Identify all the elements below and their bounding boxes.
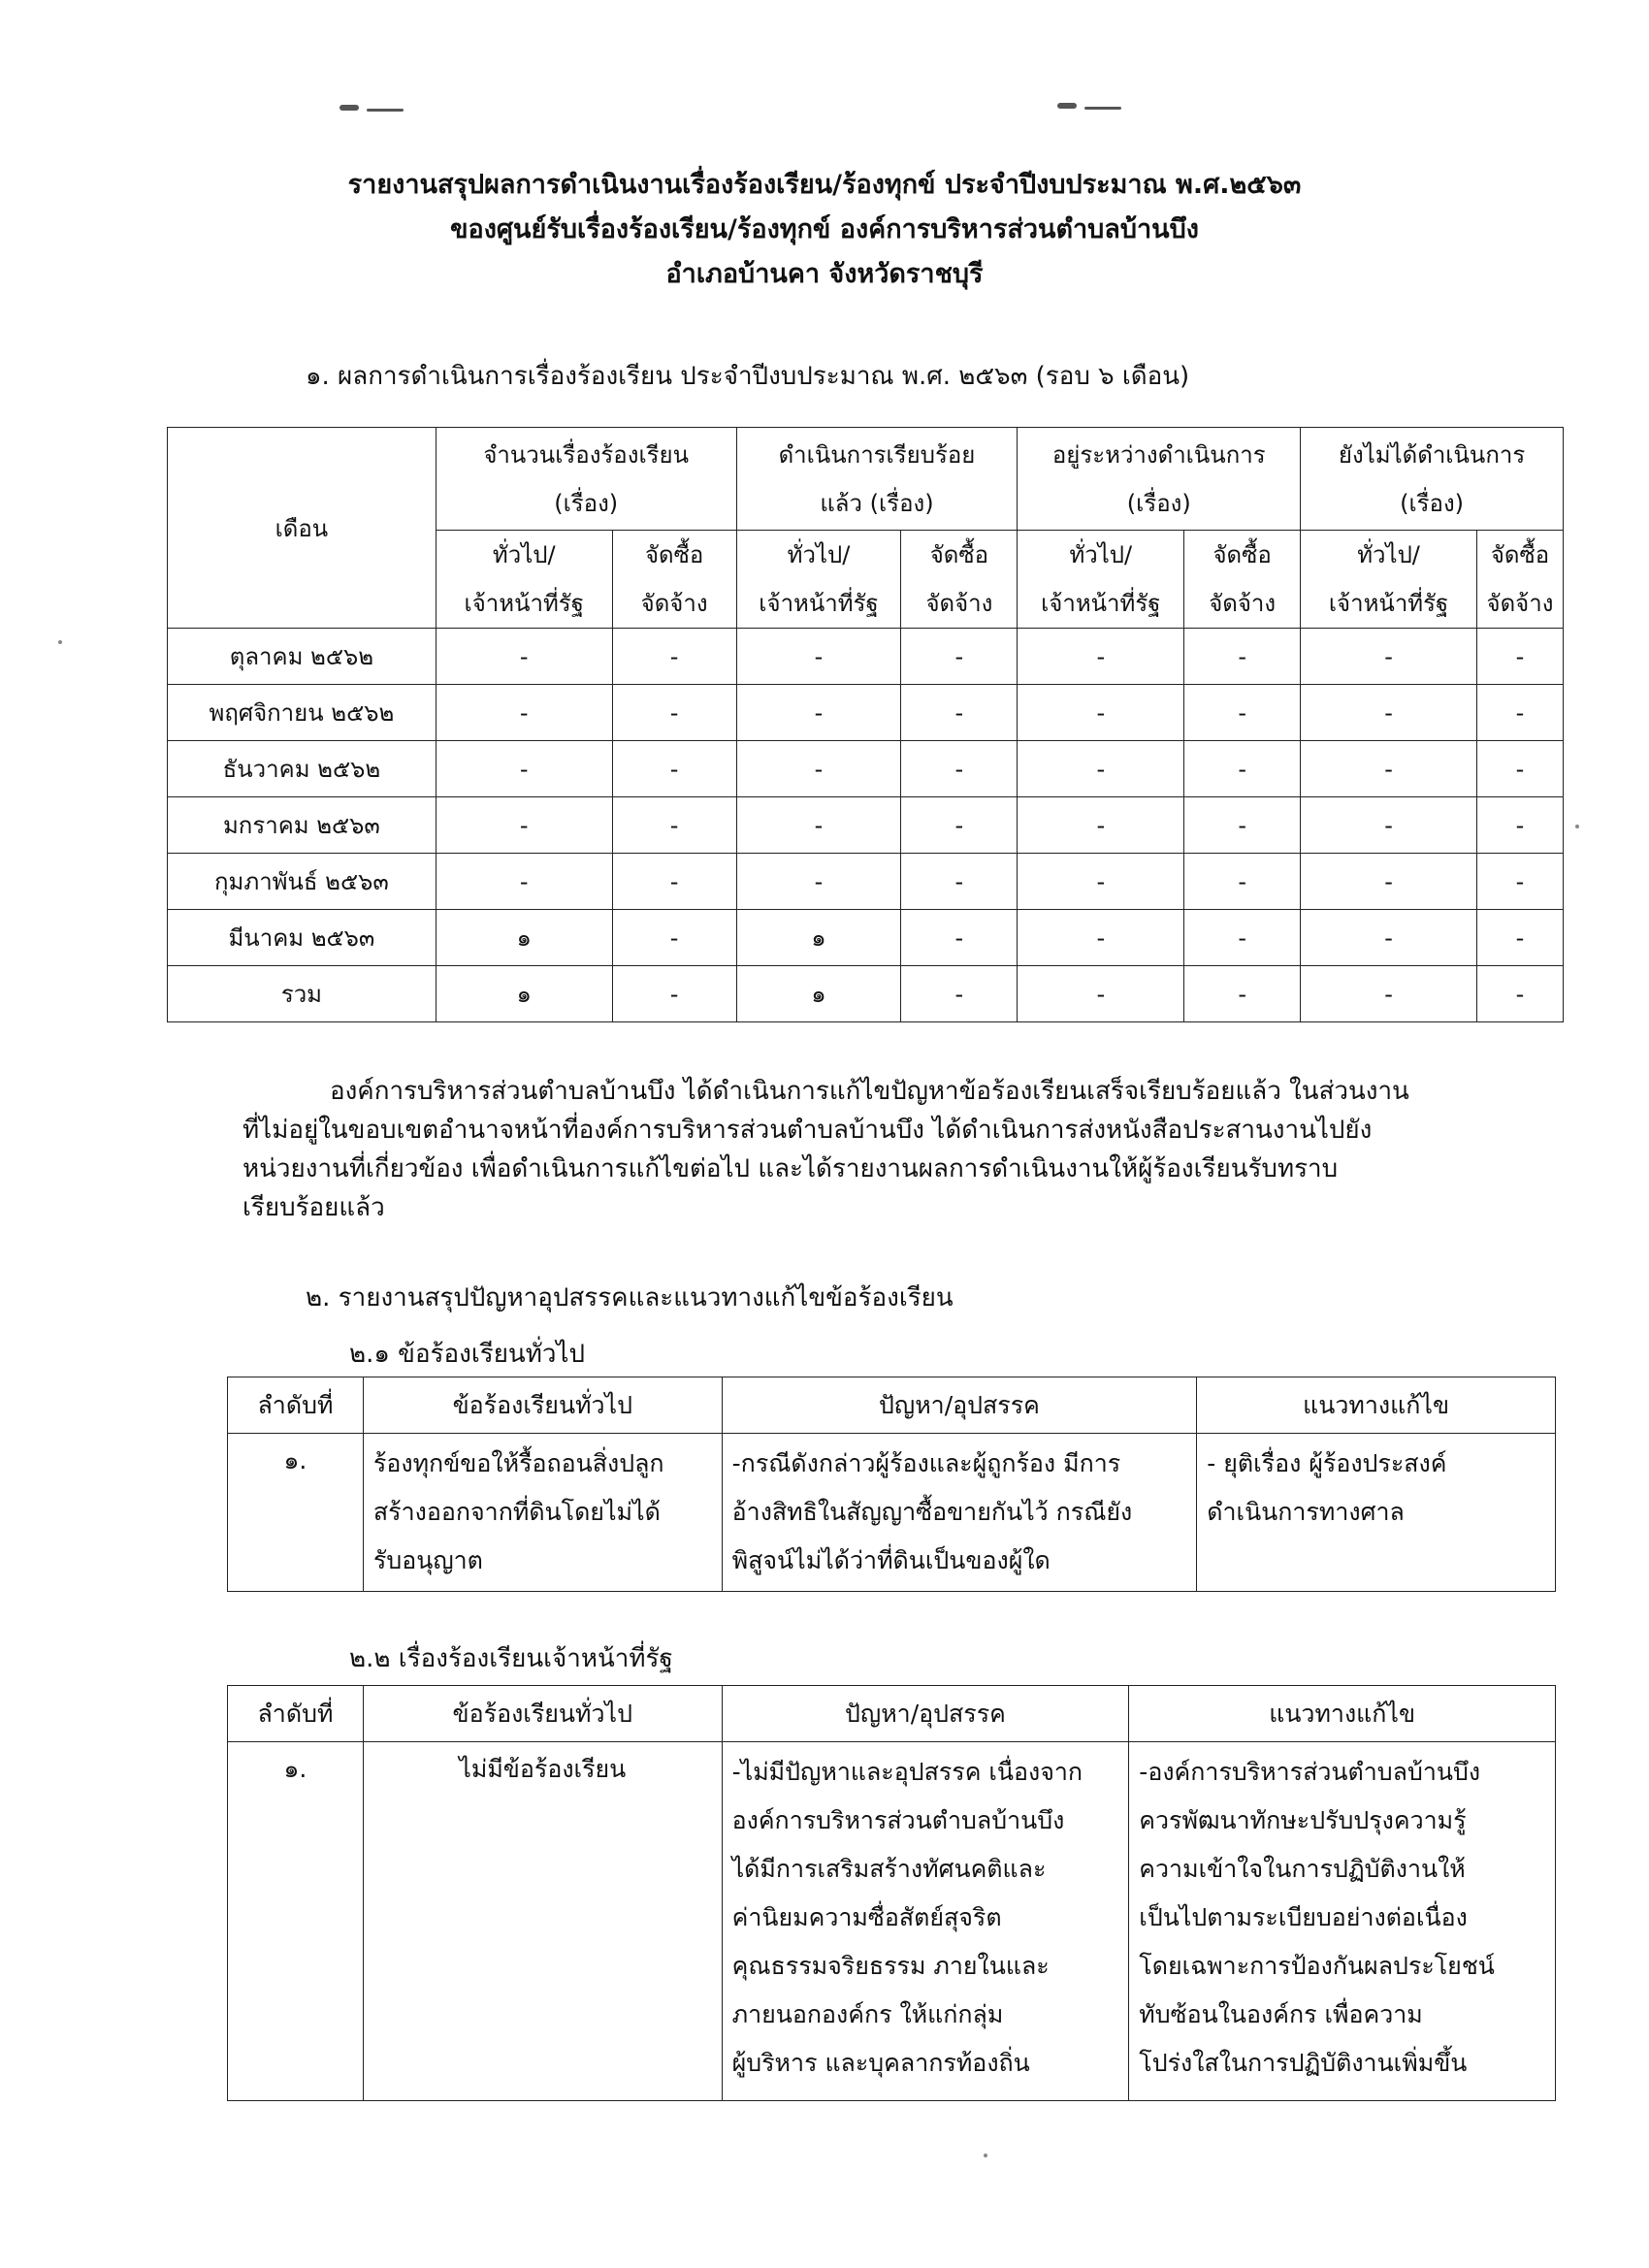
value-cell: - [1184,910,1301,966]
cell-line: องค์การบริหารส่วนตำบลบ้านบึง [731,1806,1065,1834]
value-cell: - [612,629,736,685]
month-cell: พฤศจิกายน ๒๕๖๒ [168,685,436,741]
value-cell: - [436,741,612,797]
section-2-1-heading: ๒.๑ ข้อร้องเรียนทั่วไป [349,1340,586,1369]
scan-mark-left-tail [367,109,404,112]
value-cell: - [1476,854,1563,910]
value-cell: - [901,854,1018,910]
cell-line: ได้มีการเสริมสร้างทัศนคติและ [731,1855,1047,1883]
solution-cell [1129,1742,1556,2101]
value-cell: - [1301,629,1477,685]
month-cell: กุมภาพันธ์ ๒๕๖๓ [168,854,436,910]
month-header: เดือน [168,428,436,629]
group-header-not-started: ยังไม่ได้ดำเนินการ (เรื่อง) [1301,428,1564,531]
sub-header-general: ทั่วไป/ เจ้าหน้าที่รัฐ [1301,531,1477,629]
table-row [168,741,1564,797]
complaint-cell [363,1434,722,1592]
cell-line: ควรพัฒนาทักษะปรับปรุงความรู้ [1139,1806,1467,1834]
value-cell: - [1184,629,1301,685]
cell-line: คุณธรรมจริยธรรม ภายในและ [731,1952,1050,1980]
cell-line: -กรณีดังกล่าวผู้ร้องและผู้ถูกร้อง มีการ [731,1449,1121,1477]
value-cell: - [612,685,736,741]
group-header-in-progress: อยู่ระหว่างดำเนินการ (เรื่อง) [1018,428,1301,531]
value-cell: - [736,797,901,854]
value-cell: - [901,797,1018,854]
cell-line: เป็นไปตามระเบียบอย่างต่อเนื่อง [1139,1903,1468,1931]
value-cell: - [1184,797,1301,854]
value-cell: - [1476,910,1563,966]
value-cell: - [1301,797,1477,854]
scan-dot [1575,825,1579,828]
value-cell: - [1184,966,1301,1022]
value-cell: - [612,854,736,910]
value-cell: - [1301,966,1477,1022]
value-cell: - [612,910,736,966]
value-cell: - [436,797,612,854]
value-cell: - [436,629,612,685]
complaint-results-table [167,427,1564,1022]
sub-header-general: ทั่วไป/ เจ้าหน้าที่รัฐ [436,531,612,629]
sub-header-procurement: จัดซื้อ จัดจ้าง [612,531,736,629]
header-order: ลำดับที่ [228,1686,364,1742]
value-cell: - [736,685,901,741]
value-cell: - [736,629,901,685]
report-title-line-3: อำเภอบ้านคา จังหวัดราชบุรี [665,259,984,289]
cell-line: รับอนุญาต [372,1546,483,1574]
cell-line: ทับซ้อนในองค์กร เพื่อความ [1139,2000,1423,2028]
month-cell: มีนาคม ๒๕๖๓ [168,910,436,966]
problem-cell [722,1742,1129,2101]
paragraph-line: ที่ไม่อยู่ในขอบเขตอำนาจหน้าที่องค์การบริหารส่วนตำบลบ้านบึง ได้ดำเนินการส่งหนังสือประสานงานไปยัง [242,1116,1373,1145]
value-cell: - [1018,685,1184,741]
value-cell: - [1018,966,1184,1022]
cell-line: ความเข้าใจในการปฏิบัติงานให้ [1139,1855,1466,1883]
cell-line: ภายนอกองค์กร ให้แก่กลุ่ม [731,2000,1004,2028]
value-cell: - [1301,685,1477,741]
row-order: ๑. [228,1434,364,1592]
report-title-line-1: รายงานสรุปผลการดำเนินงานเรื่องร้องเรียน/ร้องทุกข์ ประจำปีงบประมาณ พ.ศ.๒๕๖๓ [347,170,1302,200]
header-problem: ปัญหา/อุปสรรค [722,1686,1129,1742]
value-cell: - [1301,854,1477,910]
value-cell: ๑ [436,910,612,966]
cell-line: - ยุติเรื่อง ผู้ร้องประสงค์ [1207,1449,1447,1477]
value-cell: - [1018,741,1184,797]
month-cell: ธันวาคม ๒๕๖๒ [168,741,436,797]
cell-line: สร้างออกจากที่ดินโดยไม่ได้ [372,1498,661,1526]
value-cell: - [1476,966,1563,1022]
scan-mark-right-tail [1084,107,1121,110]
header-complaint: ข้อร้องเรียนทั่วไป [363,1686,722,1742]
value-cell: - [612,966,736,1022]
value-cell: - [1476,685,1563,741]
value-cell: - [1018,629,1184,685]
month-cell: ตุลาคม ๒๕๖๒ [168,629,436,685]
paragraph-line: องค์การบริหารส่วนตำบลบ้านบึง ได้ดำเนินการแก้ไขปัญหาข้อร้องเรียนเสร็จเรียบร้อยแล้ว ในส่วนงาน [330,1077,1409,1106]
paragraph-line: เรียบร้อยแล้ว [242,1193,385,1222]
section-1-heading: ๑. ผลการดำเนินการเรื่องร้องเรียน ประจำปีงบประมาณ พ.ศ. ๒๕๖๓ (รอบ ๖ เดือน) [306,362,1190,391]
official-complaints-table [227,1685,1556,2101]
section-2-heading: ๒. รายงานสรุปปัญหาอุปสรรคและแนวทางแก้ไขข้อร้องเรียน [306,1283,954,1312]
summary-paragraph [242,1072,1467,1227]
table-row [168,966,1564,1022]
cell-line: อ้างสิทธิในสัญญาซื้อขายกันไว้ กรณียัง [731,1498,1133,1526]
value-cell: - [1184,685,1301,741]
value-cell: - [436,854,612,910]
value-cell: - [1018,854,1184,910]
general-complaints-table [227,1377,1556,1592]
cell-line: พิสูจน์ไม่ได้ว่าที่ดินเป็นของผู้ใด [731,1546,1051,1574]
value-cell: - [436,685,612,741]
table-row [168,797,1564,854]
scan-dot [984,2154,987,2157]
sub-header-procurement: จัดซื้อ จัดจ้าง [1476,531,1563,629]
value-cell: - [901,966,1018,1022]
problem-cell [722,1434,1197,1592]
header-complaint: ข้อร้องเรียนทั่วไป [363,1377,722,1434]
value-cell: - [1018,910,1184,966]
sub-header-general: ทั่วไป/ เจ้าหน้าที่รัฐ [1018,531,1184,629]
cell-line: ไม่มีข้อร้องเรียน [459,1755,627,1783]
value-cell: - [1018,797,1184,854]
row-order: ๑. [228,1742,364,2101]
section-2-2-heading: ๒.๒ เรื่องร้องเรียนเจ้าหน้าที่รัฐ [349,1644,673,1673]
sub-header-procurement: จัดซื้อ จัดจ้าง [1184,531,1301,629]
cell-line: ดำเนินการทางศาล [1207,1498,1405,1526]
table-row [168,910,1564,966]
cell-line: ผู้บริหาร และบุคลากรท้องถิ่น [731,2049,1030,2077]
table-row [168,685,1564,741]
value-cell: - [901,910,1018,966]
paragraph-line: หน่วยงานที่เกี่ยวข้อง เพื่อดำเนินการแก้ไขต่อไป และได้รายงานผลการดำเนินงานให้ผู้ร้องเรียนรับทราบ [242,1154,1339,1183]
value-cell: - [612,741,736,797]
value-cell: - [1301,910,1477,966]
table-row [168,629,1564,685]
cell-line: ค่านิยมความซื่อสัตย์สุจริต [731,1903,1002,1931]
value-cell: - [1184,854,1301,910]
cell-line: โดยเฉพาะการป้องกันผลประโยชน์ [1139,1952,1495,1980]
cell-line: -องค์การบริหารส่วนตำบลบ้านบึง [1139,1758,1481,1786]
cell-line: โปร่งใสในการปฏิบัติงานเพิ่มขึ้น [1139,2049,1468,2077]
value-cell: - [1476,741,1563,797]
scan-mark-right [1057,103,1077,109]
value-cell: - [901,629,1018,685]
report-title-line-2: ของศูนย์รับเรื่องร้องเรียน/ร้องทุกข์ องค์การบริหารส่วนตำบลบ้านบึง [450,214,1199,244]
sub-header-general: ทั่วไป/ เจ้าหน้าที่รัฐ [736,531,901,629]
month-cell: รวม [168,966,436,1022]
month-cell: มกราคม ๒๕๖๓ [168,797,436,854]
scan-mark-left [340,105,359,111]
scan-dot [58,640,62,644]
value-cell: ๑ [436,966,612,1022]
cell-line: -ไม่มีปัญหาและอุปสรรค เนื่องจาก [731,1758,1083,1786]
header-problem: ปัญหา/อุปสรรค [722,1377,1197,1434]
solution-cell [1197,1434,1556,1592]
header-solution: แนวทางแก้ไข [1197,1377,1556,1434]
value-cell: - [1301,741,1477,797]
group-header-total: จำนวนเรื่องร้องเรียน (เรื่อง) [436,428,736,531]
value-cell: - [1476,629,1563,685]
header-order: ลำดับที่ [228,1377,364,1434]
complaint-cell [363,1742,722,2101]
value-cell: - [1476,797,1563,854]
value-cell: ๑ [736,966,901,1022]
value-cell: - [612,797,736,854]
sub-header-procurement: จัดซื้อ จัดจ้าง [901,531,1018,629]
value-cell: - [736,854,901,910]
header-solution: แนวทางแก้ไข [1129,1686,1556,1742]
value-cell: - [901,685,1018,741]
value-cell: ๑ [736,910,901,966]
cell-line: ร้องทุกข์ขอให้รื้อถอนสิ่งปลูก [372,1449,664,1477]
value-cell: - [901,741,1018,797]
value-cell: - [1184,741,1301,797]
value-cell: - [736,741,901,797]
table-row [168,854,1564,910]
group-header-completed: ดำเนินการเรียบร้อย แล้ว (เรื่อง) [736,428,1018,531]
